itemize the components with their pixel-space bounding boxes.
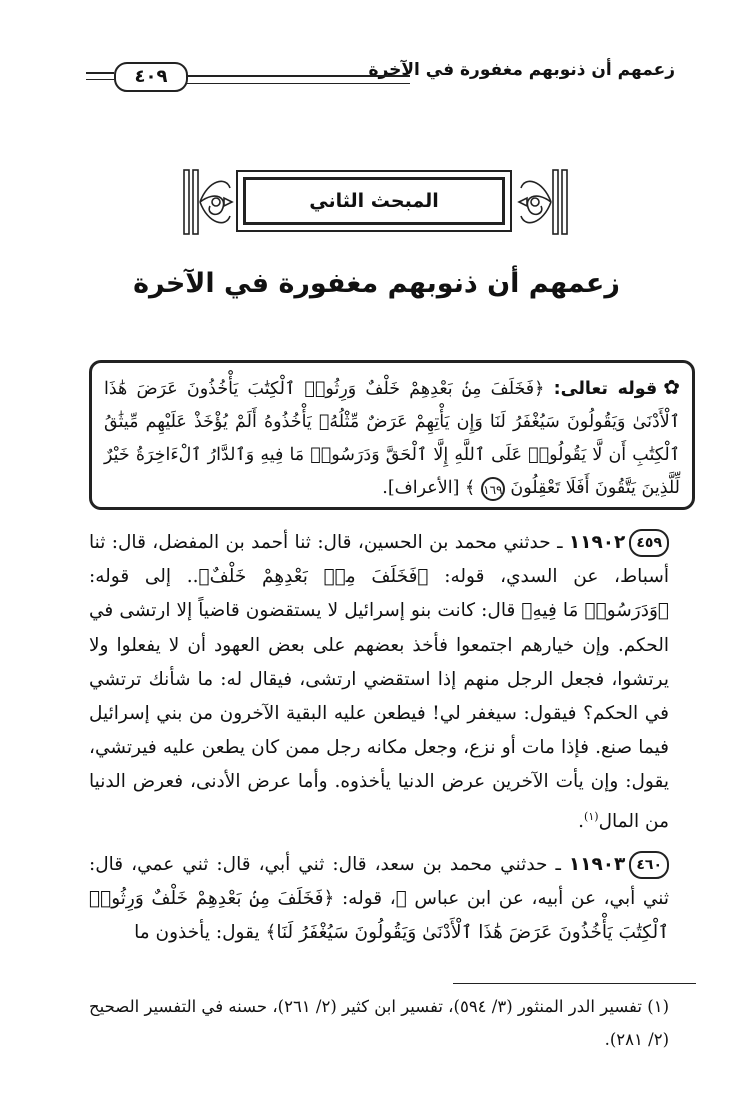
header-rule: [186, 75, 410, 84]
entry-text: ـ حدثني محمد بن الحسين، قال: ثنا أحمد بن المفضل، قال: ثنا أسباط، عن السدي، قوله: ﴿فَخَلَفَ مِنۢ بَعْدِهِمْ خَلْفٌ﴾.. إلى قوله: ﴿وَدَرَسُوا۟ مَا فِيهِ﴾ قال: كانت بنو إسرائيل لا يستقضون قاضياً إلا ارتشى في الحكم. وإن خيارهم اجتمعوا فأخذ بعضهم على بعض العهود أن لا يفعلوا ولا يرتشوا، فجعل الرجل منهم إذا استقضي ارتشى، فيقال له: ما شأنك ترتشي في الحكم؟ فيقول: سيغفر لي! فيطعن عليه البقية الآخرون من بني إسرائيل فيما صنع. فإذا مات أو نزع، وجعل مكانه رجل ممن كان يطعن عليه فيرتشي، يقول: وإن يأت الآخرين عرض الدنيا يأخذوه. وأما عرض الأدنى، فعرض الدنيا من المال: [89, 532, 670, 832]
footnote-ref[interactable]: (١): [584, 809, 599, 823]
hadith-entry: [89, 526, 669, 839]
entry-text-end: .: [578, 810, 585, 832]
verse-intro: قوله تعالى:: [553, 379, 658, 399]
chapter-title: زعمهم أن ذنوبهم مغفورة في الآخرة: [133, 268, 620, 299]
section-box: [236, 170, 512, 232]
section-label: المبحث الثاني: [309, 190, 439, 212]
verse-box: [89, 360, 695, 510]
verse-closing: ﴾ [الأعراف].: [382, 478, 476, 498]
entry-badge: ٤٥٩: [629, 529, 669, 557]
entry-text: ـ حدثني محمد بن سعد، قال: ثني أبي، قال: ثني عمي، قال: ثني أبي، عن أبيه، عن ابن عباس ﷺ، قوله: ﴿فَخَلَفَ مِنۢ بَعْدِهِمْ خَلْفٌ وَرِثُوا۟ ٱلْكِتَٰبَ يَأْخُذُونَ عَرَضَ هَٰذَا ٱلْأَدْنَىٰ وَيَقُولُونَ سَيُغْفَرُ لَنَا﴾ يقول: يأخذون ما: [89, 854, 669, 944]
entry-badge: ٤٦٠: [629, 851, 669, 879]
header-rule-tail: [86, 72, 114, 80]
verse-text: ﴿فَخَلَفَ مِنۢ بَعْدِهِمْ خَلْفٌ وَرِثُوا۟ ٱلْكِتَٰبَ يَأْخُذُونَ عَرَضَ هَٰذَا ٱلْأَدْنَىٰ وَيَقُولُونَ سَيُغْفَرُ لَنَا وَإِن يَأْتِهِمْ عَرَضٌ مِّثْلُهُۥ يَأْخُذُوهُ أَلَمْ يُؤْخَذْ عَلَيْهِم مِّيثَٰقُ ٱلْكِتَٰبِ أَن لَّا يَقُولُوا۟ عَلَى ٱللَّهِ إِلَّا ٱلْحَقَّ وَدَرَسُوا۟ مَا فِيهِ وَٱلدَّارُ ٱلْءَاخِرَةُ خَيْرٌ لِّلَّذِينَ يَتَّقُونَ أَفَلَا تَعْقِلُونَ: [104, 379, 680, 498]
footnote-rule: [453, 983, 696, 984]
ornament-icon: [515, 168, 571, 236]
ornament-icon: [180, 168, 236, 236]
flower-icon: ✿: [663, 375, 680, 399]
running-header: [86, 58, 675, 98]
ayah-number: ١٦٩: [481, 477, 505, 501]
running-title: زعمهم أن ذنوبهم مغفورة في الآخرة: [368, 60, 675, 80]
entry-number: ١١٩٠٢: [568, 532, 626, 553]
hadith-entry: [89, 848, 669, 951]
page-number: ٤٠٩: [114, 62, 188, 92]
entry-number: ١١٩٠٣: [568, 854, 626, 875]
footnote: (١) تفسير الدر المنثور (٣/ ٥٩٤)، تفسير ابن كثير (٢/ ٢٦١)، حسنه في التفسير الصحيح (٢/ ٢٨١).: [89, 997, 669, 1049]
